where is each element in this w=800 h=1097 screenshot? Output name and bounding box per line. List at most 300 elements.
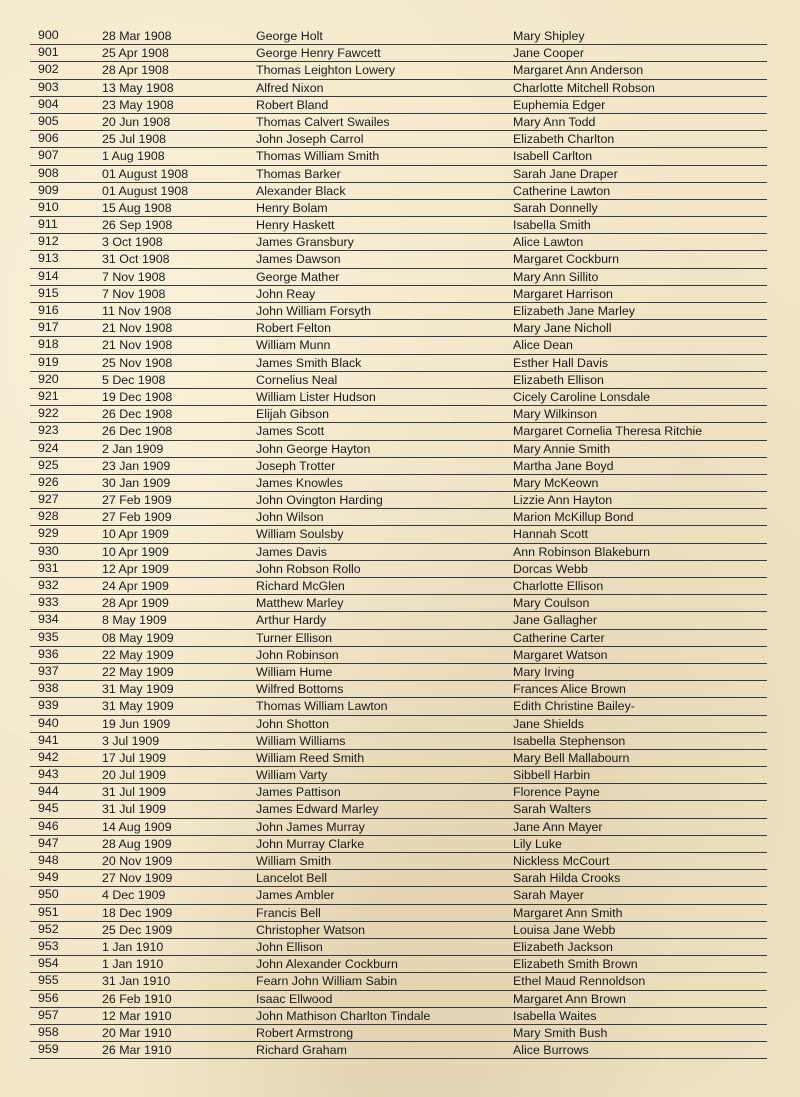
marriage-date: 5 Dec 1908 <box>102 372 166 387</box>
groom-name: James Edward Marley <box>256 802 379 817</box>
groom-name: John Murray Clarke <box>256 836 365 851</box>
table-row <box>0 939 800 956</box>
table-row <box>0 217 800 234</box>
groom-name: John Reay <box>256 286 316 301</box>
bride-name: Mary Shipley <box>513 29 585 43</box>
groom-name: George Holt <box>256 29 323 43</box>
bride-name: Florence Payne <box>513 785 600 800</box>
table-row <box>0 526 800 543</box>
bride-name: Alice Burrows <box>513 1043 589 1058</box>
marriage-date: 14 Aug 1909 <box>102 819 172 834</box>
marriage-date: 20 Jul 1909 <box>102 768 167 783</box>
entry-number: 913 <box>38 251 59 266</box>
groom-name: John George Hayton <box>256 441 371 456</box>
groom-name: William Hume <box>256 664 333 679</box>
bride-name: Lily Luke <box>513 836 562 851</box>
table-row <box>0 698 800 715</box>
groom-name: John Joseph Carrol <box>256 132 364 147</box>
table-row <box>0 458 800 475</box>
marriage-date: 30 Jan 1909 <box>102 475 171 490</box>
table-row <box>0 509 800 526</box>
entry-number: 905 <box>38 113 59 128</box>
table-row <box>0 767 800 784</box>
table-row <box>0 733 800 750</box>
entry-number: 944 <box>38 784 59 799</box>
groom-name: William Soulsby <box>256 527 344 542</box>
table-row <box>0 561 800 578</box>
bride-name: Sarah Jane Draper <box>513 166 618 181</box>
marriage-date: 26 Dec 1908 <box>102 407 173 422</box>
table-row <box>0 148 800 165</box>
groom-name: Richard Graham <box>256 1043 347 1058</box>
bride-name: Margaret Cornelia Theresa Ritchie <box>513 424 703 439</box>
bride-name: Margaret Harrison <box>513 286 613 301</box>
bride-name: Lizzie Ann Hayton <box>513 493 613 508</box>
groom-name: Henry Haskett <box>256 218 335 233</box>
groom-name: Cornelius Neal <box>256 372 338 387</box>
bride-name: Ethel Maud Rennoldson <box>513 974 646 989</box>
groom-name: John Shotton <box>256 716 330 731</box>
entry-number: 909 <box>38 182 59 197</box>
table-row <box>0 630 800 647</box>
entry-number: 911 <box>38 217 58 232</box>
groom-name: Robert Armstrong <box>256 1025 354 1040</box>
table-row <box>0 406 800 423</box>
groom-name: Matthew Marley <box>256 596 344 611</box>
bride-name: Sarah Mayer <box>513 888 584 903</box>
table-row <box>0 991 800 1008</box>
entry-number: 936 <box>38 646 59 661</box>
entry-number: 922 <box>38 406 59 421</box>
bride-name: Sarah Donnelly <box>513 200 598 215</box>
table-row <box>0 853 800 870</box>
marriage-date: 31 May 1909 <box>102 682 174 697</box>
marriage-date: 26 Mar 1910 <box>102 1043 172 1058</box>
entry-number: 949 <box>38 870 59 885</box>
table-row <box>0 681 800 698</box>
entry-number: 942 <box>38 749 59 764</box>
bride-name: Charlotte Ellison <box>513 579 604 593</box>
marriage-date: 27 Feb 1909 <box>102 510 172 525</box>
entry-number: 906 <box>38 131 59 146</box>
entry-number: 947 <box>38 835 59 850</box>
entry-number: 931 <box>38 560 59 575</box>
entry-number: 951 <box>38 904 59 919</box>
entry-number: 946 <box>38 818 59 833</box>
marriage-date: 7 Nov 1908 <box>102 286 166 301</box>
groom-name: John Robinson <box>256 647 339 662</box>
entry-number: 933 <box>38 595 59 610</box>
marriage-date: 31 Jul 1909 <box>102 802 167 817</box>
groom-name: Elijah Gibson <box>256 407 330 422</box>
bride-name: Esther Hall Davis <box>513 355 609 370</box>
table-row <box>0 269 800 286</box>
bride-name: Elizabeth Ellison <box>513 372 604 387</box>
table-row <box>0 441 800 458</box>
table-row <box>0 355 800 372</box>
marriage-date: 31 Jul 1909 <box>102 785 167 800</box>
table-row <box>0 97 800 114</box>
bride-name: Isabella Waites <box>513 1008 597 1023</box>
entry-number: 912 <box>38 234 59 249</box>
groom-name: Henry Bolam <box>256 200 328 215</box>
groom-name: James Dawson <box>256 252 341 267</box>
table-row <box>0 320 800 337</box>
groom-name: George Mather <box>256 269 340 284</box>
entry-number: 934 <box>38 612 59 627</box>
entry-number: 953 <box>38 938 59 953</box>
entry-number: 937 <box>38 663 59 678</box>
groom-name: Isaac Ellwood <box>256 991 333 1006</box>
bride-name: Louisa Jane Webb <box>513 922 616 937</box>
entry-number: 940 <box>38 715 59 730</box>
entry-number: 918 <box>38 337 59 352</box>
entry-number: 926 <box>38 474 59 489</box>
bride-name: Mary Ann Sillito <box>513 269 599 284</box>
table-row <box>0 973 800 990</box>
table-row <box>0 612 800 629</box>
entry-number: 908 <box>38 165 59 180</box>
groom-name: James Davis <box>256 544 327 559</box>
bride-name: Marion McKillup Bond <box>513 510 634 525</box>
entry-number: 945 <box>38 801 59 816</box>
marriage-date: 25 Nov 1908 <box>102 355 173 370</box>
bride-name: Ann Robinson Blakeburn <box>513 544 651 559</box>
table-row <box>0 28 800 45</box>
entry-number: 901 <box>38 45 59 60</box>
marriage-date: 22 May 1909 <box>102 647 174 662</box>
table-row <box>0 114 800 131</box>
table-row <box>0 836 800 853</box>
marriage-date: 08 May 1909 <box>102 630 174 645</box>
marriage-date: 27 Nov 1909 <box>102 871 173 886</box>
groom-name: George Henry Fawcett <box>256 46 381 61</box>
entry-number: 929 <box>38 526 59 541</box>
table-row <box>0 664 800 681</box>
groom-name: Thomas Calvert Swailes <box>256 114 390 129</box>
groom-name: John Robson Rollo <box>256 561 361 576</box>
table-row <box>0 870 800 887</box>
groom-name: John Mathison Charlton Tindale <box>256 1008 431 1023</box>
groom-name: William Reed Smith <box>256 750 365 765</box>
bride-name: Margaret Ann Brown <box>513 991 626 1006</box>
bride-name: Charlotte Mitchell Robson <box>513 80 655 95</box>
marriage-date: 26 Feb 1910 <box>102 991 172 1006</box>
marriage-date: 24 Apr 1909 <box>102 579 169 593</box>
marriage-date: 8 May 1909 <box>102 613 167 628</box>
entry-number: 902 <box>38 62 59 77</box>
bride-name: Mary Annie Smith <box>513 441 611 456</box>
bride-name: Margaret Watson <box>513 647 608 662</box>
groom-name: William Munn <box>256 338 331 353</box>
entry-number: 903 <box>38 79 59 94</box>
entry-number: 941 <box>38 732 59 747</box>
table-row <box>0 389 800 406</box>
marriage-date: 28 Aug 1909 <box>102 836 172 851</box>
entry-number: 939 <box>38 698 59 713</box>
bride-name: Elizabeth Smith Brown <box>513 957 638 972</box>
bride-name: Martha Jane Boyd <box>513 458 614 473</box>
marriage-date: 12 Apr 1909 <box>102 561 169 576</box>
entry-number: 900 <box>38 28 59 42</box>
table-row <box>0 62 800 79</box>
entry-number: 923 <box>38 423 59 438</box>
groom-name: William Smith <box>256 854 332 868</box>
table-row <box>0 887 800 904</box>
bride-name: Mary Smith Bush <box>513 1025 608 1040</box>
marriage-date: 10 Apr 1909 <box>102 544 169 559</box>
bride-name: Mary Ann Todd <box>513 114 596 129</box>
table-row <box>0 819 800 836</box>
bride-name: Catherine Lawton <box>513 183 611 198</box>
groom-name: James Scott <box>256 424 325 439</box>
marriage-date: 28 Mar 1908 <box>102 29 172 43</box>
bride-name: Euphemia Edger <box>513 97 606 112</box>
marriage-date: 3 Oct 1908 <box>102 235 163 250</box>
entry-number: 955 <box>38 973 59 988</box>
marriage-date: 13 May 1908 <box>102 80 174 95</box>
groom-name: John Ovington Harding <box>256 493 383 508</box>
bride-name: Mary Coulson <box>513 596 590 611</box>
bride-name: Elizabeth Charlton <box>513 132 615 147</box>
bride-name: Isabell Carlton <box>513 149 593 164</box>
groom-name: James Ambler <box>256 888 335 903</box>
groom-name: Lancelot Bell <box>256 871 327 886</box>
marriage-date: 20 Mar 1910 <box>102 1025 172 1040</box>
table-row <box>0 922 800 939</box>
marriage-date: 12 Mar 1910 <box>102 1008 172 1023</box>
table-row <box>0 1008 800 1025</box>
bride-name: Jane Gallagher <box>513 613 598 628</box>
bride-name: Alice Lawton <box>513 235 584 250</box>
marriage-date: 23 May 1908 <box>102 97 174 112</box>
groom-name: James Gransbury <box>256 235 354 250</box>
entry-number: 930 <box>38 543 59 558</box>
bride-name: Mary Wilkinson <box>513 407 597 422</box>
bride-name: Margaret Ann Anderson <box>513 63 644 78</box>
marriage-date: 15 Aug 1908 <box>102 200 172 215</box>
entry-number: 914 <box>38 268 59 283</box>
entry-number: 956 <box>38 990 59 1005</box>
marriage-date: 10 Apr 1909 <box>102 527 169 542</box>
marriage-date: 21 Nov 1908 <box>102 338 173 353</box>
groom-name: Christopher Watson <box>256 922 366 937</box>
bride-name: Cicely Caroline Lonsdale <box>513 389 651 404</box>
groom-name: Alfred Nixon <box>256 80 324 95</box>
table-row <box>0 750 800 767</box>
marriage-date: 31 Jan 1910 <box>102 974 171 989</box>
bride-name: Jane Ann Mayer <box>513 819 603 834</box>
marriage-date: 20 Jun 1908 <box>102 114 171 129</box>
table-row <box>0 1042 800 1059</box>
entry-number: 907 <box>38 148 59 163</box>
bride-name: Frances Alice Brown <box>513 682 626 697</box>
marriage-date: 1 Jan 1910 <box>102 939 164 954</box>
table-row <box>0 251 800 268</box>
marriage-date: 7 Nov 1908 <box>102 269 166 284</box>
entry-number: 938 <box>38 681 59 696</box>
marriage-date: 28 Apr 1908 <box>102 63 169 78</box>
table-row <box>0 647 800 664</box>
bride-name: Sarah Hilda Crooks <box>513 871 621 886</box>
groom-name: Joseph Trotter <box>256 458 336 473</box>
groom-name: William Williams <box>256 733 346 748</box>
table-row <box>0 372 800 389</box>
table-row <box>0 595 800 612</box>
table-row <box>0 131 800 148</box>
entry-number: 954 <box>38 956 59 971</box>
bride-name: Alice Dean <box>513 338 573 353</box>
bride-name: Jane Shields <box>513 716 584 731</box>
entry-number: 927 <box>38 492 59 507</box>
marriage-date: 01 August 1908 <box>102 166 189 181</box>
entry-number: 919 <box>38 354 59 369</box>
bride-name: Isabella Smith <box>513 218 591 233</box>
groom-name: Arthur Hardy <box>256 613 327 628</box>
bride-name: Elizabeth Jane Marley <box>513 304 635 318</box>
entry-number: 924 <box>38 440 59 455</box>
entry-number: 915 <box>38 285 59 300</box>
entry-number: 935 <box>38 629 59 644</box>
marriage-date: 1 Aug 1908 <box>102 149 165 164</box>
marriage-date: 3 Jul 1909 <box>102 733 160 748</box>
groom-name: Thomas Leighton Lowery <box>256 63 396 78</box>
groom-name: Turner Ellison <box>256 630 332 645</box>
table-row <box>0 286 800 303</box>
marriage-date: 17 Jul 1909 <box>102 750 167 765</box>
entry-number: 950 <box>38 887 59 902</box>
register-table <box>0 28 800 1059</box>
entry-number: 917 <box>38 320 59 335</box>
bride-name: Sarah Walters <box>513 802 592 817</box>
table-row <box>0 423 800 440</box>
bride-name: Dorcas Webb <box>513 561 588 576</box>
table-row <box>0 166 800 183</box>
marriage-date: 20 Nov 1909 <box>102 854 173 868</box>
marriage-date: 19 Jun 1909 <box>102 716 171 731</box>
table-row <box>0 45 800 62</box>
marriage-date: 11 Nov 1908 <box>102 304 172 318</box>
marriage-date: 26 Dec 1908 <box>102 424 173 439</box>
marriage-date: 4 Dec 1909 <box>102 888 166 903</box>
marriage-date: 2 Jan 1909 <box>102 441 164 456</box>
table-row <box>0 475 800 492</box>
entry-number: 943 <box>38 767 59 782</box>
table-row <box>0 303 800 320</box>
table-row <box>0 337 800 354</box>
bride-name: Margaret Cockburn <box>513 252 620 267</box>
entry-number: 958 <box>38 1024 59 1039</box>
marriage-date: 26 Sep 1908 <box>102 218 173 233</box>
marriage-date: 01 August 1908 <box>102 183 189 198</box>
groom-name: John Wilson <box>256 510 324 525</box>
groom-name: Francis Bell <box>256 905 321 920</box>
table-row <box>0 200 800 217</box>
bride-name: Mary Bell Mallabourn <box>513 750 630 765</box>
bride-name: Mary Jane Nicholl <box>513 321 612 336</box>
groom-name: James Knowles <box>256 475 343 490</box>
bride-name: Elizabeth Jackson <box>513 939 613 954</box>
marriage-date: 28 Apr 1909 <box>102 596 169 611</box>
bride-name: Catherine Carter <box>513 630 605 645</box>
marriage-date: 25 Apr 1908 <box>102 46 169 61</box>
table-row <box>0 234 800 251</box>
entry-number: 920 <box>38 371 59 386</box>
groom-name: Robert Felton <box>256 321 332 336</box>
entry-number: 959 <box>38 1042 59 1057</box>
groom-name: William Lister Hudson <box>256 389 376 404</box>
table-row <box>0 801 800 818</box>
entry-number: 916 <box>38 303 59 317</box>
groom-name: Thomas Barker <box>256 166 341 181</box>
table-row <box>0 784 800 801</box>
entry-number: 928 <box>38 509 59 524</box>
table-row <box>0 492 800 509</box>
marriage-date: 19 Dec 1908 <box>102 389 173 404</box>
groom-name: William Varty <box>256 768 328 783</box>
table-row <box>0 544 800 561</box>
marriage-date: 1 Jan 1910 <box>102 957 164 972</box>
entry-number: 957 <box>38 1007 59 1022</box>
entry-number: 910 <box>38 199 59 214</box>
groom-name: Fearn John William Sabin <box>256 974 398 989</box>
table-row <box>0 956 800 973</box>
marriage-date: 27 Feb 1909 <box>102 493 172 508</box>
groom-name: James Pattison <box>256 785 341 800</box>
table-row <box>0 905 800 922</box>
entry-number: 925 <box>38 457 59 472</box>
marriage-date: 18 Dec 1909 <box>102 905 173 920</box>
groom-name: John Alexander Cockburn <box>256 957 398 972</box>
bride-name: Jane Cooper <box>513 46 584 61</box>
marriage-date: 22 May 1909 <box>102 664 174 679</box>
groom-name: Thomas William Lawton <box>256 699 388 714</box>
groom-name: Robert Bland <box>256 97 329 112</box>
marriage-date: 21 Nov 1908 <box>102 321 173 336</box>
table-row <box>0 80 800 97</box>
bride-name: Edith Christine Bailey- <box>513 699 635 714</box>
entry-number: 952 <box>38 921 59 936</box>
table-row <box>0 183 800 200</box>
marriage-date: 23 Jan 1909 <box>102 458 171 473</box>
entry-number: 932 <box>38 578 59 592</box>
marriage-date: 31 Oct 1908 <box>102 252 170 267</box>
table-row <box>0 578 800 595</box>
marriage-date: 25 Dec 1909 <box>102 922 173 937</box>
groom-name: John Ellison <box>256 939 323 954</box>
groom-name: John William Forsyth <box>256 304 371 318</box>
entry-number: 921 <box>38 388 59 403</box>
marriage-date: 25 Jul 1908 <box>102 132 167 147</box>
bride-name: Isabella Stephenson <box>513 733 626 748</box>
groom-name: John James Murray <box>256 819 365 834</box>
entry-number: 948 <box>38 853 59 867</box>
entry-number: 904 <box>38 96 59 111</box>
bride-name: Mary Irving <box>513 664 575 679</box>
table-row <box>0 716 800 733</box>
groom-name: Wilfred Bottoms <box>256 682 344 697</box>
table-row <box>0 1025 800 1042</box>
groom-name: Alexander Black <box>256 183 346 198</box>
bride-name: Margaret Ann Smith <box>513 905 623 920</box>
bride-name: Sibbell Harbin <box>513 768 591 783</box>
bride-name: Mary McKeown <box>513 475 599 490</box>
groom-name: Richard McGlen <box>256 579 345 593</box>
marriage-date: 31 May 1909 <box>102 699 174 714</box>
bride-name: Nickless McCourt <box>513 854 610 868</box>
bride-name: Hannah Scott <box>513 527 589 542</box>
groom-name: Thomas William Smith <box>256 149 380 164</box>
